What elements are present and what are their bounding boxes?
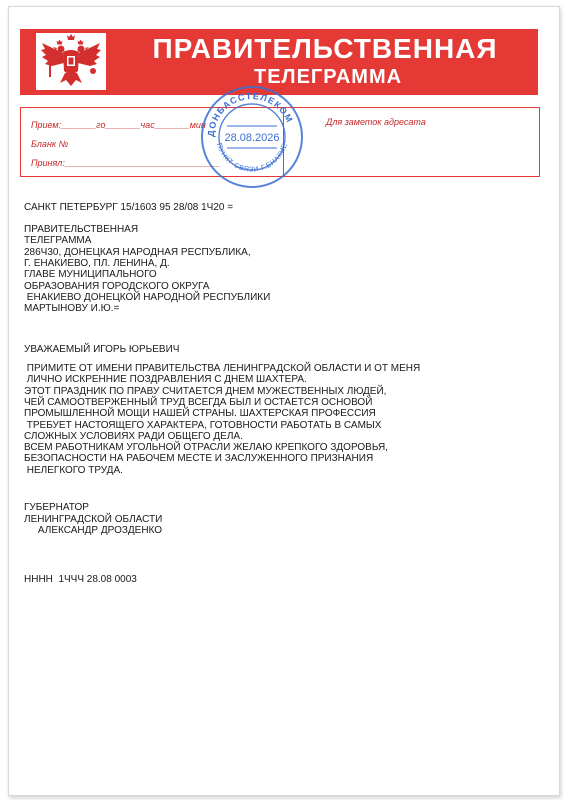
message-line: ТРЕБУЕТ НАСТОЯЩЕГО ХАРАКТЕРА, ГОТОВНОСТИ РАБОТАТЬ В САМЫХ: [24, 419, 382, 431]
message-line: ПРИМИТЕ ОТ ИМЕНИ ПРАВИТЕЛЬСТВА ЛЕНИНГРАДСКОЙ ОБЛАСТИ И ОТ МЕНЯ: [24, 363, 421, 374]
message-line: НЕЛЕГКОГО ТРУДА.: [24, 464, 123, 476]
stamp-ring-icon: [197, 82, 307, 192]
emblem-frame: [36, 33, 106, 90]
signature-line: ГУБЕРНАТОР: [24, 502, 89, 513]
telegram-footer-line: НННН 1ЧЧЧ 28.08 0003: [24, 574, 137, 585]
stamp-top-text: ДОНБАССТЕЛЕКОМ: [205, 90, 296, 138]
address-line: ЕНАКИЕВО ДОНЕЦКОЙ НАРОДНОЙ РЕСПУБЛИКИ: [24, 291, 271, 303]
message-line: ЛИЧНО ИСКРЕННИЕ ПОЗДРАВЛЕНИЯ С ДНЕМ ШАХТЕРА.: [24, 374, 307, 386]
message-line: БЕЗОПАСНОСТИ НА РАБОЧЕМ МЕСТЕ И ЗАСЛУЖЕННОГО ПРИЗНАНИЯ: [24, 453, 374, 465]
stamp-bottom-text: ПУНКТ СВЯЗИ Г.ЕНАКИЕ: [214, 142, 290, 174]
message-line: ЧЕЙ САМООТВЕРЖЕННЫЙ ТРУД ВСЕГДА БЫЛ И ОСТАЕТСЯ ОСНОВОЙ: [24, 396, 373, 408]
address-line: ТЕЛЕГРАММА: [24, 235, 92, 247]
message-line: СЛОЖНЫХ УСЛОВИЯХ РАДИ ОБЩЕГО ДЕЛА.: [24, 430, 243, 442]
double-headed-eagle-icon: [36, 33, 106, 90]
address-line: ГЛАВЕ МУНИЦИПАЛЬНОГО: [24, 269, 157, 281]
address-line: ПРАВИТЕЛЬСТВЕННАЯ: [24, 224, 139, 235]
blank-number-label: Бланк №: [31, 139, 69, 149]
document-subtitle: ТЕЛЕГРАММА: [254, 66, 403, 88]
address-line: Г. ЕНАКИЕВО, ПЛ. ЛЕНИНА, Д.: [24, 257, 170, 269]
salutation: УВАЖАЕМЫЙ ИГОРЬ ЮРЬЕВИЧ: [24, 344, 180, 355]
address-line: 286Ч30, ДОНЕЦКАЯ НАРОДНАЯ РЕСПУБЛИКА,: [24, 246, 251, 258]
message-line: ПРОМЫШЛЕННОЙ МОЩИ НАШЕЙ СТРАНЫ. ШАХТЕРСКАЯ ПРОФЕССИЯ: [24, 408, 376, 420]
priem-field-label: Прием:_______го_______час_______мин: [31, 120, 206, 130]
post-office-stamp: [197, 82, 307, 192]
signature-line: ЛЕНИНГРАДСКОЙ ОБЛАСТИ: [24, 513, 163, 525]
signature-line: АЛЕКСАНДР ДРОЗДЕНКО: [24, 525, 163, 536]
address-line: ОБРАЗОВАНИЯ ГОРОДСКОГО ОКРУГА: [24, 280, 210, 292]
prinyal-field-label: Принял:_______________________________: [31, 158, 221, 168]
stamp-date: 28.08.2026: [224, 132, 280, 144]
notes-label: Для заметок адресата: [326, 117, 426, 127]
document-title: ПРАВИТЕЛЬСТВЕННАЯ: [152, 33, 498, 64]
message-line: ВСЕМ РАБОТНИКАМ УГОЛЬНОЙ ОТРАСЛИ ЖЕЛАЮ КРЕПКОГО ЗДОРОВЬЯ,: [24, 442, 388, 454]
address-line: МАРТЫНОВУ И.Ю.=: [24, 303, 120, 315]
telegram-header-line: САНКТ ПЕТЕРБУРГ 15/1603 95 28/08 1Ч20 =: [24, 202, 234, 213]
message-line: ЭТОТ ПРАЗДНИК ПО ПРАВУ СЧИТАЕТСЯ ДНЕМ МУЖЕСТВЕННЫХ ЛЮДЕЙ,: [24, 385, 387, 397]
